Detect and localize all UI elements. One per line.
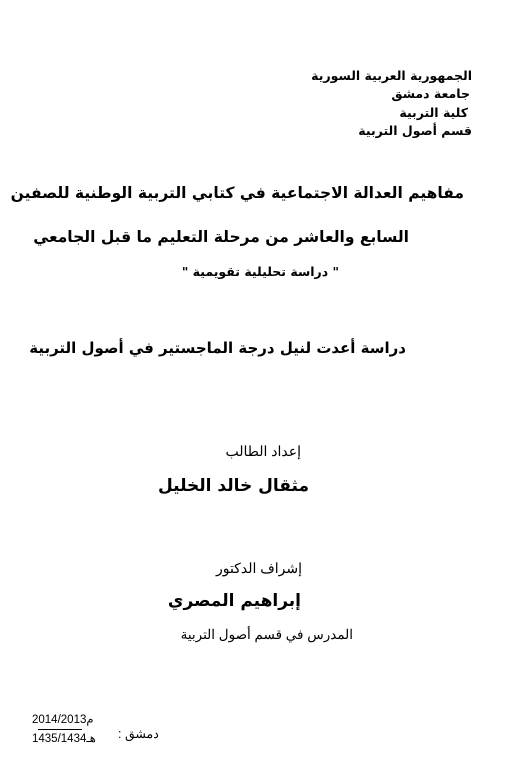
thesis-subtitle: " دراسة تحليلية تقويمية " [181,264,339,279]
city-label: دمشق : [118,727,159,741]
supervisor-name: إبراهيم المصري [167,591,301,611]
degree-statement: دراسة أعدت لنيل درجة الماجستير في أصول التربية [29,339,406,357]
thesis-title-line-1: مفاهيم العدالة الاجتماعية في كتابي التربية الوطنية للصفين [10,184,464,202]
faculty-name: كلية التربية [399,105,468,120]
thesis-title-line-2: السابع والعاشر من مرحلة التعليم ما قبل الجامعي [33,228,409,246]
department-name: قسم أصول التربية [358,123,472,138]
hijri-date: 1435/1434هـ [32,733,96,745]
date-block [32,712,159,752]
student-name: مثقال خالد الخليل [157,476,309,496]
supervisor-role: المدرس في قسم أصول التربية [180,627,353,642]
fraction-divider [38,729,82,730]
university-name: جامعة دمشق [391,86,470,101]
prepared-by-label: إعداد الطالب [225,443,301,459]
gregorian-date: 2014/2013م [32,714,94,726]
date-fraction [32,712,98,747]
supervised-by-label: إشراف الدكتور [215,560,302,576]
country-name: الجمهورية العربية السورية [311,68,472,83]
